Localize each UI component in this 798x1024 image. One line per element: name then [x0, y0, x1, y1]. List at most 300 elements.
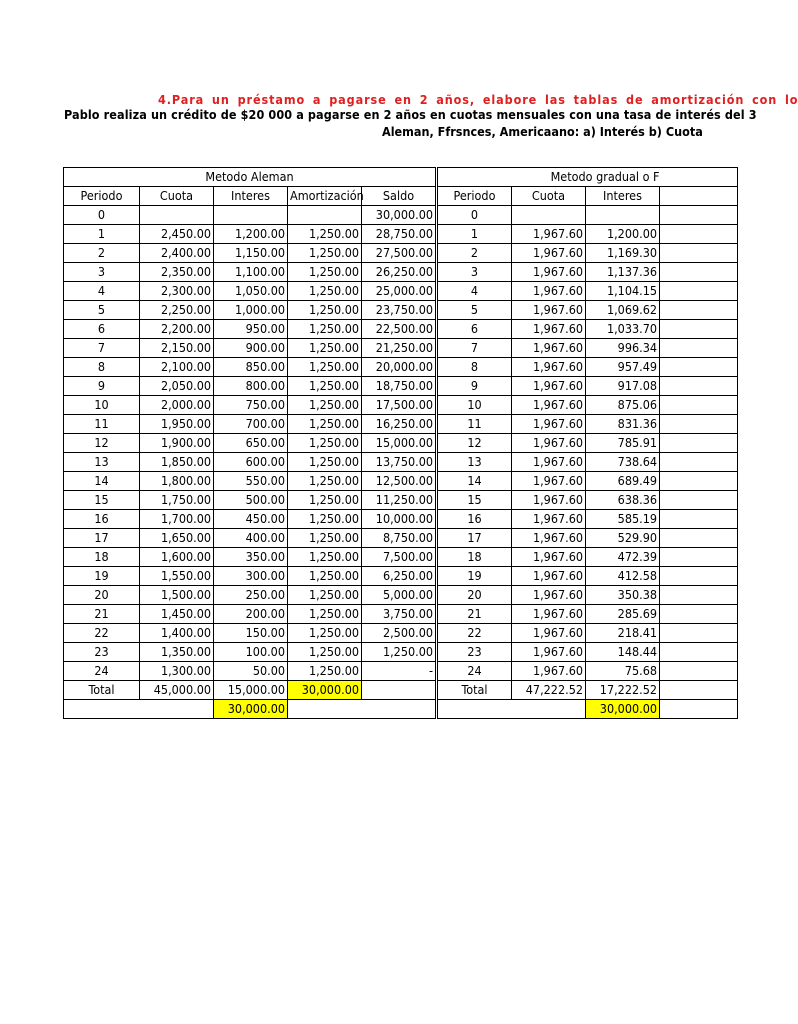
value-cell[interactable]: 1,169.30	[586, 244, 660, 263]
table-row	[64, 415, 436, 434]
gradual-header-row	[438, 187, 738, 206]
total-label[interactable]: Total	[64, 681, 140, 700]
value-cell[interactable]: 10,000.00	[362, 510, 436, 529]
value-cell[interactable]: 23,750.00	[362, 301, 436, 320]
value-cell[interactable]	[288, 206, 362, 225]
table-row	[438, 244, 738, 263]
period-cell[interactable]: 20	[64, 586, 140, 605]
value-cell[interactable]: 1,967.60	[512, 358, 586, 377]
empty-cell[interactable]	[660, 472, 738, 491]
value-cell[interactable]: 1,967.60	[512, 339, 586, 358]
empty-cell[interactable]	[660, 491, 738, 510]
value-cell[interactable]: 1,967.60	[512, 225, 586, 244]
value-cell[interactable]: 1,967.60	[512, 396, 586, 415]
empty-cell[interactable]	[660, 510, 738, 529]
table-row	[64, 225, 436, 244]
value-cell[interactable]: 1,500.00	[140, 586, 214, 605]
period-cell[interactable]: 7	[64, 339, 140, 358]
value-cell[interactable]: 738.64	[586, 453, 660, 472]
value-cell[interactable]: 13,750.00	[362, 453, 436, 472]
value-cell[interactable]: 250.00	[214, 586, 288, 605]
empty-cell[interactable]	[660, 396, 738, 415]
table-row	[64, 434, 436, 453]
value-cell[interactable]: 450.00	[214, 510, 288, 529]
period-cell[interactable]: 14	[64, 472, 140, 491]
value-cell[interactable]: 1,967.60	[512, 491, 586, 510]
gradual-title: Metodo gradual o F	[550, 169, 660, 184]
col-header[interactable]: Saldo	[362, 187, 436, 206]
check-value[interactable]: 30,000.00	[586, 700, 660, 719]
period-cell[interactable]: 3	[438, 263, 512, 282]
value-cell[interactable]: 300.00	[214, 567, 288, 586]
period-cell[interactable]: 9	[438, 377, 512, 396]
value-cell[interactable]: 1,967.60	[512, 605, 586, 624]
value-cell[interactable]: 412.58	[586, 567, 660, 586]
table-row	[438, 605, 738, 624]
table-row	[438, 548, 738, 567]
empty-cell[interactable]	[660, 415, 738, 434]
empty-cell[interactable]	[660, 624, 738, 643]
period-cell[interactable]: 5	[64, 301, 140, 320]
value-cell[interactable]: 1,250.00	[288, 624, 362, 643]
period-cell[interactable]: 13	[64, 453, 140, 472]
value-cell[interactable]: 831.36	[586, 415, 660, 434]
value-cell[interactable]: 1,200.00	[586, 225, 660, 244]
empty-cell[interactable]	[660, 377, 738, 396]
value-cell[interactable]: 750.00	[214, 396, 288, 415]
value-cell[interactable]	[512, 206, 586, 225]
period-cell[interactable]: 4	[438, 282, 512, 301]
period-cell[interactable]: 11	[64, 415, 140, 434]
value-cell[interactable]: 1,250.00	[362, 643, 436, 662]
value-cell[interactable]: 2,150.00	[140, 339, 214, 358]
value-cell[interactable]: 1,250.00	[288, 491, 362, 510]
value-cell[interactable]: 700.00	[214, 415, 288, 434]
empty-cell[interactable]	[660, 263, 738, 282]
empty-cell[interactable]	[660, 586, 738, 605]
value-cell[interactable]: 917.08	[586, 377, 660, 396]
value-cell[interactable]: 285.69	[586, 605, 660, 624]
period-cell[interactable]: 16	[438, 510, 512, 529]
value-cell[interactable]: 20,000.00	[362, 358, 436, 377]
value-cell[interactable]: 1,250.00	[288, 643, 362, 662]
aleman-table	[63, 167, 436, 719]
value-cell[interactable]: 1,967.60	[512, 643, 586, 662]
period-cell[interactable]: 11	[438, 415, 512, 434]
value-cell[interactable]: 472.39	[586, 548, 660, 567]
empty-cell[interactable]	[660, 206, 738, 225]
table-row	[438, 643, 738, 662]
value-cell[interactable]: 1,967.60	[512, 529, 586, 548]
col-header[interactable]: Periodo	[64, 187, 140, 206]
col-header[interactable]: Interes	[214, 187, 288, 206]
empty-cell[interactable]	[660, 282, 738, 301]
value-cell[interactable]: 1,250.00	[288, 662, 362, 681]
total-label[interactable]: Total	[438, 681, 512, 700]
period-cell[interactable]: 7	[438, 339, 512, 358]
total-row	[438, 681, 738, 700]
period-cell[interactable]: 23	[438, 643, 512, 662]
value-cell[interactable]: 1,967.60	[512, 662, 586, 681]
value-cell[interactable]: 1,000.00	[214, 301, 288, 320]
value-cell[interactable]: 148.44	[586, 643, 660, 662]
value-cell[interactable]: 1,250.00	[288, 301, 362, 320]
period-cell[interactable]: 15	[64, 491, 140, 510]
empty-cell[interactable]	[288, 700, 436, 719]
value-cell[interactable]: 500.00	[214, 491, 288, 510]
value-cell[interactable]: 1,967.60	[512, 320, 586, 339]
value-cell[interactable]: 6,250.00	[362, 567, 436, 586]
value-cell[interactable]: 638.36	[586, 491, 660, 510]
value-cell[interactable]: 875.06	[586, 396, 660, 415]
value-cell[interactable]: 1,050.00	[214, 282, 288, 301]
value-cell[interactable]: 1,250.00	[288, 415, 362, 434]
table-row	[438, 453, 738, 472]
period-cell[interactable]: 5	[438, 301, 512, 320]
value-cell[interactable]: 1,967.60	[512, 624, 586, 643]
empty-cell[interactable]	[660, 567, 738, 586]
period-cell[interactable]: 21	[64, 605, 140, 624]
value-cell[interactable]: 957.49	[586, 358, 660, 377]
period-cell[interactable]: 13	[438, 453, 512, 472]
value-cell[interactable]: 21,250.00	[362, 339, 436, 358]
value-cell[interactable]: 689.49	[586, 472, 660, 491]
empty-cell[interactable]	[660, 643, 738, 662]
value-cell[interactable]: 1,967.60	[512, 244, 586, 263]
value-cell[interactable]: 17,500.00	[362, 396, 436, 415]
value-cell[interactable]: 3,750.00	[362, 605, 436, 624]
table-row	[64, 510, 436, 529]
value-cell[interactable]: 1,250.00	[288, 377, 362, 396]
period-cell[interactable]: 3	[64, 263, 140, 282]
value-cell[interactable]: 1,850.00	[140, 453, 214, 472]
value-cell[interactable]: 2,250.00	[140, 301, 214, 320]
value-cell[interactable]: 1,250.00	[288, 244, 362, 263]
period-cell[interactable]: 9	[64, 377, 140, 396]
table-row	[64, 282, 436, 301]
table-row	[64, 320, 436, 339]
value-cell[interactable]: 2,000.00	[140, 396, 214, 415]
value-cell[interactable]: 1,150.00	[214, 244, 288, 263]
period-cell[interactable]: 24	[64, 662, 140, 681]
value-cell[interactable]: 12,500.00	[362, 472, 436, 491]
empty-cell[interactable]	[660, 434, 738, 453]
col-header[interactable]: Periodo	[438, 187, 512, 206]
table-row	[438, 624, 738, 643]
period-cell[interactable]: 8	[438, 358, 512, 377]
value-cell[interactable]: 1,967.60	[512, 548, 586, 567]
value-cell[interactable]: 150.00	[214, 624, 288, 643]
aleman-header-row	[64, 187, 436, 206]
period-cell[interactable]: 19	[64, 567, 140, 586]
value-cell[interactable]: 1,967.60	[512, 263, 586, 282]
empty-cell[interactable]	[660, 700, 738, 719]
value-cell[interactable]: 1,967.60	[512, 567, 586, 586]
empty-cell[interactable]	[660, 605, 738, 624]
table-row	[64, 662, 436, 681]
value-cell[interactable]: 2,450.00	[140, 225, 214, 244]
table-row	[64, 548, 436, 567]
period-cell[interactable]: 22	[64, 624, 140, 643]
value-cell[interactable]: 27,500.00	[362, 244, 436, 263]
value-cell[interactable]: 785.91	[586, 434, 660, 453]
value-cell[interactable]: 1,250.00	[288, 434, 362, 453]
value-cell[interactable]: 1,033.70	[586, 320, 660, 339]
total-cuota[interactable]: 45,000.00	[140, 681, 214, 700]
value-cell[interactable]: 2,400.00	[140, 244, 214, 263]
period-cell[interactable]: 24	[438, 662, 512, 681]
value-cell[interactable]: 75.68	[586, 662, 660, 681]
value-cell[interactable]: 1,950.00	[140, 415, 214, 434]
value-cell[interactable]	[586, 206, 660, 225]
value-cell[interactable]: 1,250.00	[288, 263, 362, 282]
empty-cell[interactable]	[660, 529, 738, 548]
value-cell[interactable]: 15,000.00	[362, 434, 436, 453]
total-interes[interactable]: 15,000.00	[214, 681, 288, 700]
value-cell[interactable]: 1,967.60	[512, 415, 586, 434]
table-row	[438, 586, 738, 605]
col-header[interactable]: Amortización	[288, 187, 362, 206]
table-row	[64, 529, 436, 548]
aleman-title: Metodo Aleman	[205, 169, 294, 184]
period-cell[interactable]: 12	[64, 434, 140, 453]
table-row	[64, 206, 436, 225]
table-row	[64, 624, 436, 643]
value-cell[interactable]: 8,750.00	[362, 529, 436, 548]
table-row	[438, 225, 738, 244]
period-cell[interactable]: 20	[438, 586, 512, 605]
empty-cell[interactable]	[64, 700, 214, 719]
value-cell[interactable]: 1,967.60	[512, 586, 586, 605]
empty-cell[interactable]	[660, 358, 738, 377]
table-row	[438, 510, 738, 529]
value-cell[interactable]: 1,250.00	[288, 358, 362, 377]
col-header[interactable]: Cuota	[512, 187, 586, 206]
empty-cell[interactable]	[660, 339, 738, 358]
total-interes[interactable]: 17,222.52	[586, 681, 660, 700]
value-cell[interactable]: 996.34	[586, 339, 660, 358]
value-cell[interactable]: 1,250.00	[288, 339, 362, 358]
period-cell[interactable]: 2	[438, 244, 512, 263]
value-cell[interactable]: 26,250.00	[362, 263, 436, 282]
value-cell[interactable]: 600.00	[214, 453, 288, 472]
empty-cell[interactable]	[660, 244, 738, 263]
value-cell[interactable]: 1,250.00	[288, 605, 362, 624]
empty-cell[interactable]	[660, 301, 738, 320]
table-row	[438, 415, 738, 434]
table-row	[438, 662, 738, 681]
value-cell[interactable]: 1,967.60	[512, 453, 586, 472]
table-row	[64, 605, 436, 624]
value-cell[interactable]: 16,250.00	[362, 415, 436, 434]
period-cell[interactable]: 4	[64, 282, 140, 301]
value-cell[interactable]: 1,250.00	[288, 453, 362, 472]
value-cell[interactable]: 1,300.00	[140, 662, 214, 681]
value-cell[interactable]: 1,250.00	[288, 529, 362, 548]
period-cell[interactable]: 6	[64, 320, 140, 339]
value-cell[interactable]: 1,200.00	[214, 225, 288, 244]
table-row	[64, 491, 436, 510]
period-cell[interactable]: 8	[64, 358, 140, 377]
value-cell[interactable]: 400.00	[214, 529, 288, 548]
value-cell[interactable]: 1,600.00	[140, 548, 214, 567]
empty-cell[interactable]	[660, 453, 738, 472]
col-header[interactable]: Interes	[586, 187, 660, 206]
table-row	[64, 377, 436, 396]
value-cell[interactable]: 529.90	[586, 529, 660, 548]
period-cell[interactable]: 12	[438, 434, 512, 453]
total-cuota[interactable]: 47,222.52	[512, 681, 586, 700]
col-header[interactable]: Cuota	[140, 187, 214, 206]
value-cell[interactable]: 2,200.00	[140, 320, 214, 339]
table-row	[438, 529, 738, 548]
value-cell[interactable]: 1,450.00	[140, 605, 214, 624]
table-row	[438, 491, 738, 510]
value-cell[interactable]: 1,967.60	[512, 472, 586, 491]
value-cell[interactable]: 1,400.00	[140, 624, 214, 643]
table-row	[438, 206, 738, 225]
value-cell[interactable]: 11,250.00	[362, 491, 436, 510]
value-cell[interactable]: 1,550.00	[140, 567, 214, 586]
table-row	[64, 396, 436, 415]
value-cell[interactable]	[214, 206, 288, 225]
value-cell[interactable]: 900.00	[214, 339, 288, 358]
value-cell[interactable]	[140, 206, 214, 225]
period-cell[interactable]: 14	[438, 472, 512, 491]
empty-cell[interactable]	[660, 320, 738, 339]
value-cell[interactable]: 1,250.00	[288, 472, 362, 491]
value-cell[interactable]: 1,137.36	[586, 263, 660, 282]
exercise-title: 4.Para un préstamo a pagarse en 2 años, elabore las tablas de amortización con lo	[158, 92, 798, 107]
value-cell[interactable]: 28,750.00	[362, 225, 436, 244]
value-cell[interactable]: 1,250.00	[288, 225, 362, 244]
value-cell[interactable]: 350.00	[214, 548, 288, 567]
table-row	[438, 396, 738, 415]
table-row	[438, 263, 738, 282]
empty-cell[interactable]	[362, 681, 436, 700]
value-cell[interactable]: 800.00	[214, 377, 288, 396]
period-cell[interactable]: 16	[64, 510, 140, 529]
period-cell[interactable]: 22	[438, 624, 512, 643]
value-cell[interactable]: 1,900.00	[140, 434, 214, 453]
value-cell[interactable]: 850.00	[214, 358, 288, 377]
value-cell[interactable]: 585.19	[586, 510, 660, 529]
table-row	[64, 472, 436, 491]
value-cell[interactable]: 1,250.00	[288, 396, 362, 415]
value-cell[interactable]: 1,069.62	[586, 301, 660, 320]
value-cell[interactable]: 1,650.00	[140, 529, 214, 548]
value-cell[interactable]: 1,967.60	[512, 510, 586, 529]
check-row	[438, 700, 738, 719]
table-row	[438, 320, 738, 339]
table-row	[64, 643, 436, 662]
table-row	[438, 358, 738, 377]
value-cell[interactable]: 1,250.00	[288, 586, 362, 605]
value-cell[interactable]: 30,000.00	[362, 206, 436, 225]
value-cell[interactable]: 218.41	[586, 624, 660, 643]
period-cell[interactable]: 18	[64, 548, 140, 567]
value-cell[interactable]: 18,750.00	[362, 377, 436, 396]
value-cell[interactable]: 1,250.00	[288, 567, 362, 586]
table-row	[438, 282, 738, 301]
empty-cell[interactable]	[660, 662, 738, 681]
period-cell[interactable]: 21	[438, 605, 512, 624]
value-cell[interactable]: 1,800.00	[140, 472, 214, 491]
empty-cell[interactable]	[660, 681, 738, 700]
period-cell[interactable]: 10	[64, 396, 140, 415]
value-cell[interactable]: 1,967.60	[512, 434, 586, 453]
empty-cell[interactable]	[660, 225, 738, 244]
value-cell[interactable]: 25,000.00	[362, 282, 436, 301]
period-cell[interactable]: 23	[64, 643, 140, 662]
period-cell[interactable]: 19	[438, 567, 512, 586]
value-cell[interactable]: 1,250.00	[288, 510, 362, 529]
table-row	[64, 339, 436, 358]
gradual-table	[437, 167, 738, 719]
value-cell[interactable]: 2,300.00	[140, 282, 214, 301]
value-cell[interactable]: 650.00	[214, 434, 288, 453]
check-value[interactable]: 30,000.00	[214, 700, 288, 719]
value-cell[interactable]: 350.38	[586, 586, 660, 605]
period-cell[interactable]: 1	[438, 225, 512, 244]
value-cell[interactable]: 1,250.00	[288, 282, 362, 301]
period-cell[interactable]: 17	[438, 529, 512, 548]
value-cell[interactable]: 1,750.00	[140, 491, 214, 510]
value-cell[interactable]: 1,967.60	[512, 301, 586, 320]
value-cell[interactable]: 1,250.00	[288, 548, 362, 567]
period-cell[interactable]: 15	[438, 491, 512, 510]
value-cell[interactable]: 50.00	[214, 662, 288, 681]
value-cell[interactable]: 1,104.15	[586, 282, 660, 301]
table-row	[64, 358, 436, 377]
empty-cell[interactable]	[438, 700, 586, 719]
value-cell[interactable]: -	[362, 662, 436, 681]
period-cell[interactable]: 10	[438, 396, 512, 415]
period-cell[interactable]: 6	[438, 320, 512, 339]
period-cell[interactable]: 1	[64, 225, 140, 244]
check-row	[64, 700, 436, 719]
value-cell[interactable]: 2,050.00	[140, 377, 214, 396]
period-cell[interactable]: 0	[64, 206, 140, 225]
value-cell[interactable]: 100.00	[214, 643, 288, 662]
value-cell[interactable]: 1,100.00	[214, 263, 288, 282]
value-cell[interactable]: 950.00	[214, 320, 288, 339]
value-cell[interactable]: 1,350.00	[140, 643, 214, 662]
value-cell[interactable]: 550.00	[214, 472, 288, 491]
value-cell[interactable]: 7,500.00	[362, 548, 436, 567]
value-cell[interactable]: 200.00	[214, 605, 288, 624]
period-cell[interactable]: 18	[438, 548, 512, 567]
gradual-title-row	[438, 168, 738, 187]
table-row	[438, 434, 738, 453]
total-amortizacion[interactable]: 30,000.00	[288, 681, 362, 700]
empty-cell[interactable]	[660, 548, 738, 567]
period-cell[interactable]: 2	[64, 244, 140, 263]
table-row	[64, 453, 436, 472]
value-cell[interactable]: 1,250.00	[288, 320, 362, 339]
table-row	[64, 263, 436, 282]
value-cell[interactable]: 1,700.00	[140, 510, 214, 529]
value-cell[interactable]: 5,000.00	[362, 586, 436, 605]
period-cell[interactable]: 17	[64, 529, 140, 548]
period-cell[interactable]: 0	[438, 206, 512, 225]
value-cell[interactable]: 2,100.00	[140, 358, 214, 377]
value-cell[interactable]: 2,500.00	[362, 624, 436, 643]
value-cell[interactable]: 2,350.00	[140, 263, 214, 282]
value-cell[interactable]: 1,967.60	[512, 282, 586, 301]
value-cell[interactable]: 1,967.60	[512, 377, 586, 396]
value-cell[interactable]: 22,500.00	[362, 320, 436, 339]
